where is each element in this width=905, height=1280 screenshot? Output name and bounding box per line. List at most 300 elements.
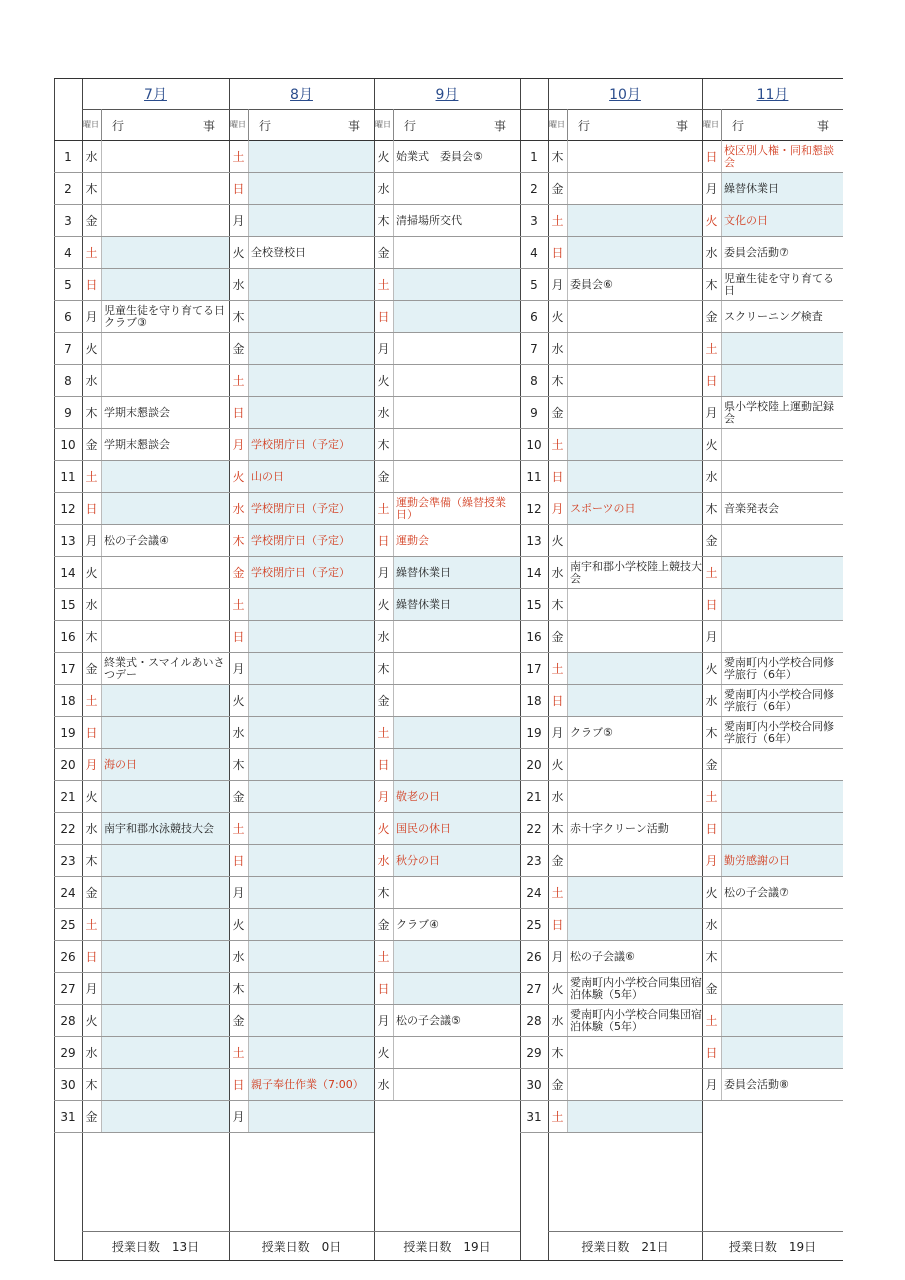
- weekday: 木: [232, 534, 245, 548]
- weekday-separator: [721, 237, 722, 268]
- weekday: 木: [705, 726, 718, 740]
- weekday: 土: [232, 598, 245, 612]
- day-row: [702, 205, 843, 237]
- weekday: 金: [232, 1014, 245, 1028]
- event-text: [101, 685, 229, 716]
- weekday: 月: [705, 630, 718, 644]
- day-number: 8: [64, 373, 72, 388]
- weekday-separator: [721, 685, 722, 716]
- day-row: [548, 173, 702, 205]
- day-number: 22: [60, 821, 76, 836]
- weekday: 水: [705, 694, 718, 708]
- day-row: [548, 141, 702, 173]
- event-text: [248, 1005, 374, 1036]
- day-row: [702, 941, 843, 973]
- event-text: スクリーニング検査: [724, 309, 823, 323]
- event-text: [248, 877, 374, 908]
- teaching-days-total: 授業日数 13日: [111, 1239, 200, 1254]
- day-number: 12: [60, 501, 76, 516]
- event-text: [567, 1037, 702, 1068]
- weekday-separator: [101, 493, 102, 524]
- weekday-separator: [101, 941, 102, 972]
- day-row: [548, 653, 702, 685]
- day-number: 20: [526, 757, 542, 772]
- event-text: 学期末懇談会: [104, 405, 170, 419]
- weekday: 火: [551, 310, 564, 324]
- weekday: 木: [551, 598, 564, 612]
- day-row: [702, 141, 843, 173]
- day-number: 31: [60, 1109, 76, 1124]
- day-row: [82, 365, 229, 397]
- weekday: 土: [377, 278, 390, 292]
- event-text: [721, 909, 843, 940]
- weekday-separator: [393, 845, 394, 876]
- weekday-separator: [101, 109, 102, 141]
- event-text: [393, 877, 520, 908]
- day-row: [548, 749, 702, 781]
- weekday: 月: [232, 886, 245, 900]
- day-row: [702, 1069, 843, 1101]
- weekday: 月: [85, 982, 98, 996]
- day-row: [702, 301, 843, 333]
- event-text: 児童生徒を守り育てる日クラブ③: [104, 303, 225, 329]
- event-text: 運動会: [396, 533, 429, 547]
- weekday: 木: [232, 758, 245, 772]
- event-column-label-ji: 事: [493, 118, 506, 133]
- day-row: [229, 237, 374, 269]
- day-row: [229, 493, 374, 525]
- day-row: [374, 237, 520, 269]
- weekday-separator: [567, 909, 568, 940]
- month-header-10: [548, 79, 702, 109]
- day-row: [702, 333, 843, 365]
- day-row: [702, 493, 843, 525]
- event-text: 清掃場所交代: [396, 213, 462, 227]
- weekday-separator: [248, 685, 249, 716]
- weekday-separator: [248, 909, 249, 940]
- event-text: [101, 493, 229, 524]
- weekday-separator: [101, 237, 102, 268]
- weekday-separator: [101, 749, 102, 780]
- day-row: [229, 1069, 374, 1101]
- day-row: [702, 685, 843, 717]
- weekday: 土: [85, 694, 98, 708]
- day-row: [374, 717, 520, 749]
- weekday-separator: [393, 781, 394, 812]
- month-header-7: [82, 79, 229, 109]
- event-text: [101, 717, 229, 748]
- day-row: [229, 845, 374, 877]
- event-text: [393, 397, 520, 428]
- weekday: 日: [705, 598, 718, 612]
- weekday: 火: [705, 662, 718, 676]
- event-text: 文化の日: [721, 205, 843, 236]
- event-text: 全校登校日: [251, 245, 306, 259]
- weekday-separator: [567, 781, 568, 812]
- weekday: 木: [85, 406, 98, 420]
- event-text: 学校閉庁日（予定）: [248, 429, 374, 460]
- weekday: 火: [705, 886, 718, 900]
- day-row: [82, 525, 229, 557]
- day-row: [82, 781, 229, 813]
- day-number: 19: [526, 725, 542, 740]
- day-row: [702, 397, 843, 429]
- day-row: [702, 589, 843, 621]
- day-number: 16: [526, 629, 542, 644]
- weekday-separator: [101, 429, 102, 460]
- weekday-separator: [248, 1037, 249, 1068]
- day-row: [548, 365, 702, 397]
- day-row: [374, 205, 520, 237]
- day-row: [82, 1101, 229, 1133]
- footer-divider: [548, 1231, 702, 1232]
- day-number: 14: [60, 565, 76, 580]
- day-row: [229, 173, 374, 205]
- day-row: [702, 973, 843, 1005]
- day-row: [82, 973, 229, 1005]
- weekday-separator: [101, 557, 102, 588]
- event-text: [567, 461, 702, 492]
- event-text: 愛南町内小学校合同修学旅行（6年）: [724, 655, 834, 681]
- weekday-separator: [721, 781, 722, 812]
- event-text: 学校閉庁日（予定）: [248, 493, 374, 524]
- weekday-separator: [248, 557, 249, 588]
- event-text: [248, 589, 374, 620]
- weekday: 日: [85, 502, 98, 516]
- weekday: 金: [232, 566, 245, 580]
- weekday: 土: [232, 1046, 245, 1060]
- weekday: 金: [377, 918, 390, 932]
- event-text: [721, 589, 843, 620]
- day-row: [82, 589, 229, 621]
- day-number: 2: [530, 181, 538, 196]
- event-text: [567, 397, 702, 428]
- event-text: [101, 781, 229, 812]
- weekday: 水: [705, 918, 718, 932]
- weekday-separator: [721, 589, 722, 620]
- event-text: [248, 269, 374, 300]
- teaching-days-total: 授業日数 21日: [581, 1239, 669, 1254]
- weekday-separator: [567, 1101, 568, 1132]
- day-number: 23: [60, 853, 76, 868]
- weekday: 日: [232, 406, 245, 420]
- weekday: 木: [551, 150, 564, 164]
- event-text: 赤十字クリーン活動: [570, 821, 669, 835]
- weekday-separator: [248, 941, 249, 972]
- footer-divider: [374, 1231, 520, 1232]
- weekday: 火: [85, 342, 98, 356]
- weekday: 火: [705, 214, 718, 228]
- weekday: 金: [551, 406, 564, 420]
- weekday-separator: [393, 493, 394, 524]
- day-row: [702, 877, 843, 909]
- weekday-separator: [101, 781, 102, 812]
- weekday-separator: [248, 461, 249, 492]
- day-number: 11: [60, 469, 76, 484]
- event-text: [101, 941, 229, 972]
- day-row: [374, 557, 520, 589]
- day-row: [82, 909, 229, 941]
- day-row: [548, 1005, 702, 1037]
- day-number: 10: [526, 437, 542, 452]
- day-row: [374, 941, 520, 973]
- weekday: 木: [705, 278, 718, 292]
- weekday: 土: [705, 790, 718, 804]
- day-row: [374, 877, 520, 909]
- event-text: [248, 397, 374, 428]
- event-text: [393, 333, 520, 364]
- weekday: 木: [85, 182, 98, 196]
- weekday: 木: [705, 950, 718, 964]
- event-text: [248, 845, 374, 876]
- event-text: [393, 685, 520, 716]
- event-text: [393, 269, 520, 300]
- event-text: [248, 717, 374, 748]
- event-text: [721, 461, 843, 492]
- weekday-separator: [393, 461, 394, 492]
- weekday: 金: [85, 1110, 98, 1124]
- weekday-separator: [721, 909, 722, 940]
- weekday: 木: [377, 662, 390, 676]
- weekday: 日: [232, 630, 245, 644]
- weekday-separator: [567, 493, 568, 524]
- event-text: [248, 813, 374, 844]
- weekday-separator: [721, 621, 722, 652]
- event-text: [393, 365, 520, 396]
- weekday: 水: [232, 950, 245, 964]
- weekday: 土: [85, 470, 98, 484]
- day-number: 5: [64, 277, 72, 292]
- column-subheader: [548, 109, 702, 141]
- day-row: [548, 813, 702, 845]
- weekday: 水: [85, 598, 98, 612]
- weekday-separator: [248, 237, 249, 268]
- weekday: 水: [705, 246, 718, 260]
- event-text: クラブ④: [396, 917, 439, 931]
- event-text: [567, 429, 702, 460]
- weekday-separator: [393, 813, 394, 844]
- weekday: 木: [377, 886, 390, 900]
- day-number: 27: [526, 981, 542, 996]
- month-label: 11月: [756, 87, 789, 103]
- event-text: [567, 237, 702, 268]
- weekday: 土: [232, 822, 245, 836]
- day-row: [548, 621, 702, 653]
- weekday-separator: [567, 653, 568, 684]
- event-text: [248, 621, 374, 652]
- day-number: 30: [60, 1077, 76, 1092]
- day-number: 5: [530, 277, 538, 292]
- weekday-separator: [101, 269, 102, 300]
- event-column-label-gyo: 行: [732, 118, 745, 133]
- event-text: [248, 333, 374, 364]
- event-text: [248, 1037, 374, 1068]
- event-text: [101, 877, 229, 908]
- event-text: 愛南町内小学校合同修学旅行（6年）: [724, 687, 834, 713]
- day-row: [229, 877, 374, 909]
- weekday-separator: [567, 109, 568, 141]
- weekday: 火: [377, 1046, 390, 1060]
- event-text: [393, 173, 520, 204]
- event-text: [101, 1005, 229, 1036]
- day-number: 18: [526, 693, 542, 708]
- event-text: [567, 141, 702, 172]
- weekday-separator: [393, 685, 394, 716]
- event-text: [248, 1101, 374, 1132]
- weekday-column-label: 曜日: [549, 120, 565, 129]
- event-text: [567, 877, 702, 908]
- weekday-separator: [101, 1005, 102, 1036]
- weekday: 金: [551, 182, 564, 196]
- weekday-separator: [248, 1101, 249, 1132]
- weekday: 火: [551, 758, 564, 772]
- day-number: 20: [60, 757, 76, 772]
- day-row: [374, 269, 520, 301]
- weekday: 火: [377, 374, 390, 388]
- event-column-label-ji: 事: [675, 118, 688, 133]
- weekday-separator: [721, 173, 722, 204]
- day-row: [229, 621, 374, 653]
- day-number: 28: [526, 1013, 542, 1028]
- weekday-separator: [248, 589, 249, 620]
- weekday-separator: [567, 685, 568, 716]
- row-divider: [54, 1132, 82, 1133]
- event-text: [567, 365, 702, 396]
- event-text: 終業式・スマイルあいさつデー: [104, 655, 225, 681]
- day-number: 14: [526, 565, 542, 580]
- weekday-separator: [721, 1005, 722, 1036]
- weekday: 水: [232, 726, 245, 740]
- weekday: 金: [705, 758, 718, 772]
- weekday: 火: [377, 150, 390, 164]
- event-text: [721, 557, 843, 588]
- day-row: [548, 205, 702, 237]
- event-text: 繰替休業日: [393, 557, 520, 588]
- day-row: [229, 429, 374, 461]
- weekday-separator: [721, 941, 722, 972]
- day-row: [82, 877, 229, 909]
- event-text: 運動会準備（繰替授業日）: [396, 495, 506, 521]
- weekday: 木: [85, 630, 98, 644]
- weekday-column-label: 曜日: [703, 120, 719, 129]
- day-row: [702, 749, 843, 781]
- day-row: [702, 909, 843, 941]
- event-text: [721, 973, 843, 1004]
- weekday-separator: [393, 109, 394, 141]
- day-row: [548, 1069, 702, 1101]
- day-row: [82, 1037, 229, 1069]
- weekday: 水: [551, 1014, 564, 1028]
- weekday-separator: [567, 813, 568, 844]
- weekday-separator: [248, 845, 249, 876]
- event-text: [101, 269, 229, 300]
- event-text: 学期末懇談会: [104, 437, 170, 451]
- weekday-separator: [567, 429, 568, 460]
- weekday: 木: [551, 822, 564, 836]
- event-text: [567, 781, 702, 812]
- event-text: [101, 333, 229, 364]
- weekday: 日: [705, 374, 718, 388]
- weekday: 月: [705, 182, 718, 196]
- weekday-separator: [101, 621, 102, 652]
- day-number: 21: [60, 789, 76, 804]
- day-number: 18: [60, 693, 76, 708]
- day-number: 3: [64, 213, 72, 228]
- weekday: 水: [377, 854, 390, 868]
- day-row: [702, 461, 843, 493]
- row-divider: [520, 1132, 548, 1133]
- weekday: 日: [232, 182, 245, 196]
- day-row: [229, 1037, 374, 1069]
- event-text: [393, 429, 520, 460]
- weekday: 火: [377, 822, 390, 836]
- weekday-separator: [101, 141, 102, 172]
- event-text: [567, 1069, 702, 1100]
- weekday-separator: [721, 525, 722, 556]
- event-text: [721, 749, 843, 780]
- weekday: 水: [551, 790, 564, 804]
- event-text: [567, 333, 702, 364]
- weekday-separator: [101, 333, 102, 364]
- event-column-label-ji: 事: [347, 118, 360, 133]
- weekday-separator: [567, 205, 568, 236]
- day-number: 17: [60, 661, 76, 676]
- weekday: 月: [377, 1014, 390, 1028]
- day-row: [229, 813, 374, 845]
- event-text: [393, 941, 520, 972]
- day-row: [374, 333, 520, 365]
- event-text: 児童生徒を守り育てる日: [724, 271, 834, 297]
- weekday: 土: [377, 726, 390, 740]
- weekday-separator: [101, 205, 102, 236]
- event-text: [567, 749, 702, 780]
- event-text: [567, 653, 702, 684]
- day-row: [82, 173, 229, 205]
- event-text: [101, 557, 229, 588]
- day-number: 26: [60, 949, 76, 964]
- weekday-separator: [248, 813, 249, 844]
- weekday-separator: [101, 589, 102, 620]
- weekday: 火: [85, 566, 98, 580]
- day-number: 19: [60, 725, 76, 740]
- day-number: 7: [530, 341, 538, 356]
- day-row: [702, 717, 843, 749]
- event-text: [248, 941, 374, 972]
- weekday-separator: [248, 269, 249, 300]
- weekday-separator: [393, 653, 394, 684]
- event-text: [248, 781, 374, 812]
- day-row: [548, 717, 702, 749]
- weekday: 土: [705, 1014, 718, 1028]
- weekday: 日: [232, 854, 245, 868]
- weekday-separator: [101, 813, 102, 844]
- weekday-separator: [248, 877, 249, 908]
- month-header-9: [374, 79, 520, 109]
- event-text: [393, 653, 520, 684]
- weekday-separator: [393, 301, 394, 332]
- day-number: 11: [526, 469, 542, 484]
- day-number: 7: [64, 341, 72, 356]
- weekday-separator: [248, 621, 249, 652]
- weekday-separator: [101, 909, 102, 940]
- day-row: [548, 685, 702, 717]
- day-row: [229, 973, 374, 1005]
- weekday-separator: [101, 1069, 102, 1100]
- event-column-label-ji: 事: [202, 118, 215, 133]
- weekday: 木: [85, 854, 98, 868]
- weekday: 木: [705, 502, 718, 516]
- weekday: 木: [551, 374, 564, 388]
